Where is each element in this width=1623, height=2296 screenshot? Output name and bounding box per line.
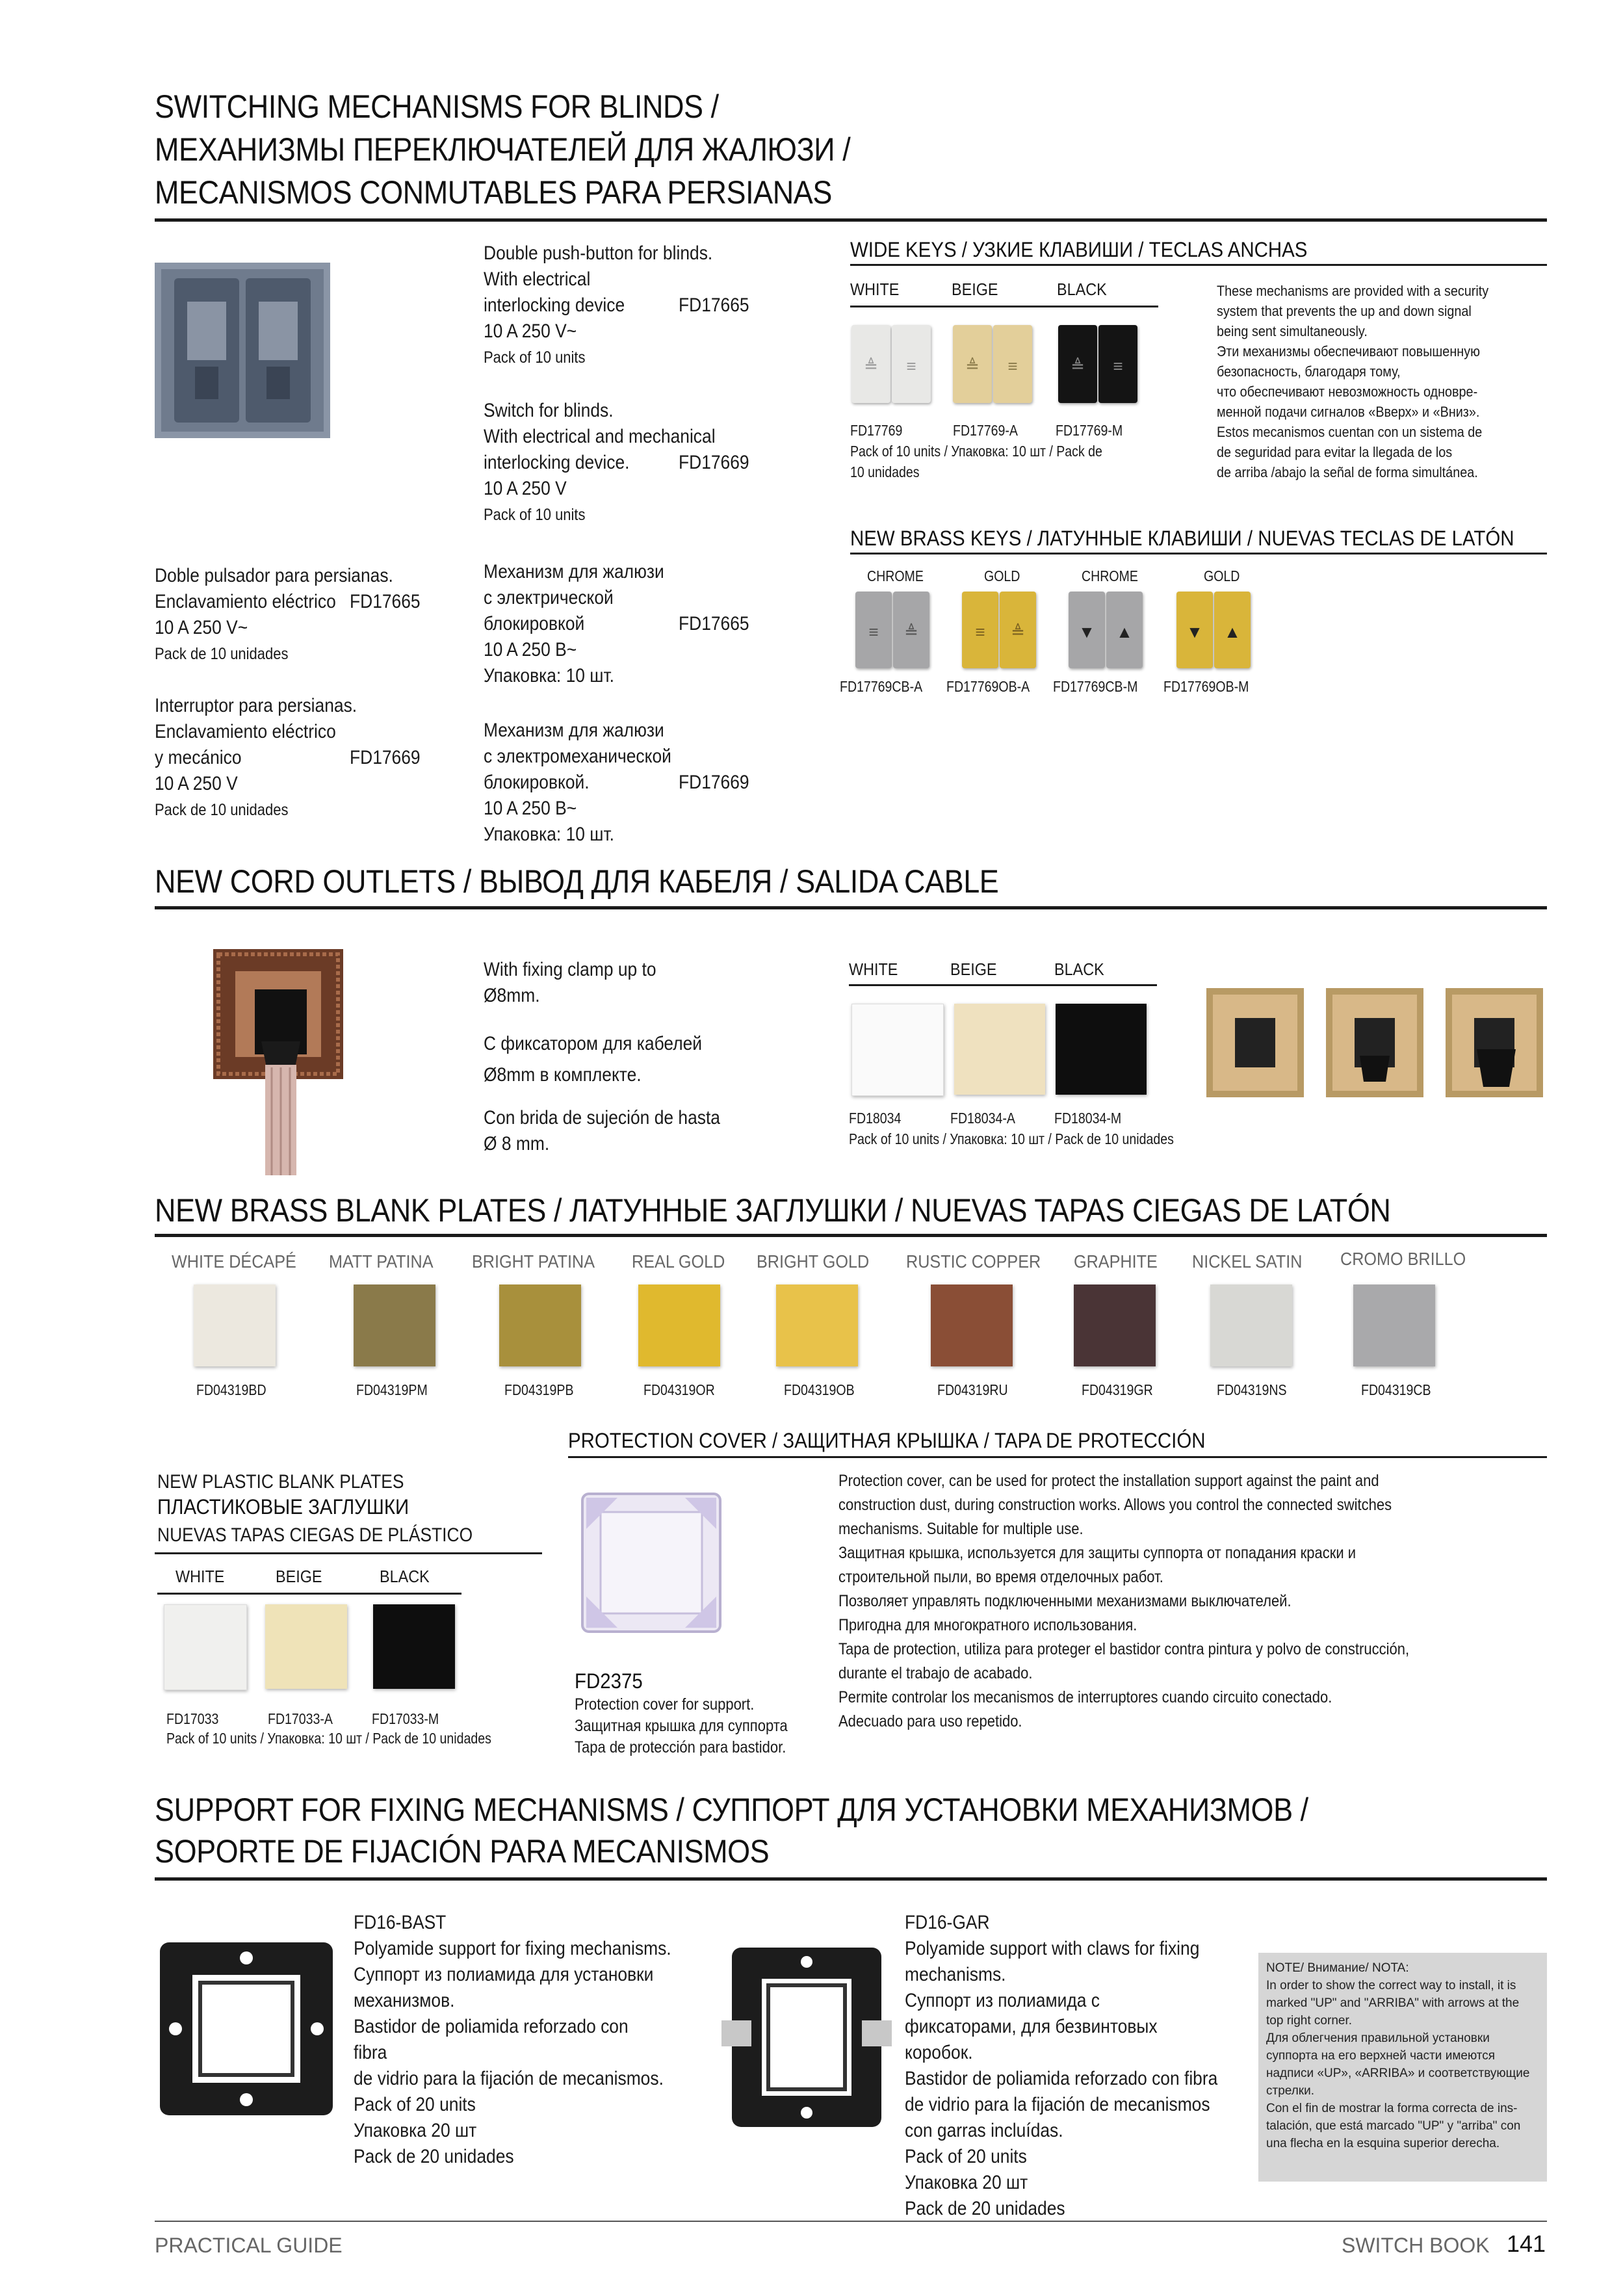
text-line: Позволяет управлять подключенными механизмами выключателей.: [838, 1592, 1292, 1610]
cord-outlet-photo: [209, 944, 347, 1179]
text-line: de vidrio para la fijación de mecanismos.: [354, 2068, 664, 2089]
text-line: con garras incluídas.: [905, 2120, 1063, 2141]
wide-keys-note: [1217, 281, 1519, 482]
blinds-en-block-2: [484, 398, 783, 526]
note-line: стрелки.: [1266, 2084, 1314, 2098]
text-line: Упаковка: 10 шт.: [484, 824, 614, 845]
brass-blank-label: BRIGHT PATINA: [472, 1251, 595, 1272]
note-line: Для облегчения правильной установки: [1266, 2031, 1490, 2045]
text-line: Pack of 20 units: [905, 2146, 1027, 2167]
protection-rule: [568, 1456, 1547, 1458]
note-line: что обеспечивают невозможность одновре-: [1217, 384, 1478, 400]
text-line: durante el trabajo de acabado.: [838, 1664, 1033, 1682]
wide-key-code-black: FD17769-M: [1056, 422, 1123, 439]
product-code: FD17665: [679, 613, 749, 634]
brass-key-label: GOLD: [1204, 567, 1240, 584]
wide-key-black-left: ≜: [1058, 325, 1097, 403]
cord-labels-rule: [849, 984, 1157, 986]
caption-line: Защитная крышка для суппорта: [575, 1717, 788, 1735]
footer-rule: [155, 2221, 1547, 2222]
plastic-blank-black: [373, 1604, 455, 1689]
text-line: Pack of 20 units: [354, 2094, 476, 2115]
wide-key-black-right: ≡: [1098, 325, 1137, 403]
brass-blank-code: FD04319OR: [643, 1381, 715, 1398]
product-code: FD17669: [679, 452, 749, 473]
brass-key-label: CHROME: [1082, 567, 1138, 584]
text-line: de vidrio para la fijación de mecanismos: [905, 2094, 1210, 2115]
wide-keys-label-white: WHITE: [850, 280, 900, 299]
brass-blank-label: REAL GOLD: [632, 1251, 725, 1272]
cord-label-beige: BEIGE: [950, 959, 997, 979]
plastic-blank-pack: Pack of 10 units / Упаковка: 10 шт / Pack de 10 unidades: [166, 1730, 491, 1747]
brass-blank-code: FD04319CB: [1361, 1381, 1431, 1398]
text-line: Bastidor de poliamida reforzado con: [354, 2016, 629, 2037]
text-line: Tapa de protection, utiliza para proteger el bastidor contra pintura y polvo de construcción,: [838, 1640, 1410, 1658]
text-line: с электрической: [484, 587, 614, 608]
text-line: fibra: [354, 2042, 387, 2063]
blinds-ru-block-1: [484, 559, 783, 689]
text-line: With electrical and mechanical: [484, 426, 716, 447]
brass-key-label: GOLD: [984, 567, 1020, 584]
text-line: фиксаторами, для безвинтовых: [905, 2016, 1158, 2037]
brass-keys-rule: [850, 553, 1547, 554]
text-line: Pack of 10 units: [484, 348, 586, 367]
product-code: FD17669: [679, 772, 749, 793]
text-line: Упаковка 20 шт: [905, 2172, 1028, 2193]
text-line: Упаковка 20 шт: [354, 2120, 477, 2141]
note-line: менной подачи сигналов «Вверх» и «Вниз».: [1217, 404, 1480, 420]
brass-keys-header: NEW BRASS KEYS / ЛАТУННЫЕ КЛАВИШИ / NUEVAS TECLAS DE LATÓN: [850, 527, 1514, 550]
brass-blank-label: GRAPHITE: [1074, 1251, 1158, 1272]
brass-key-gold-a-left: ≡: [962, 592, 998, 668]
brass-blank-code: FD04319BD: [196, 1381, 266, 1398]
protection-description: [838, 1470, 1487, 1732]
text-line: с электромеханической: [484, 746, 671, 767]
text-line: Bastidor de poliamida reforzado con fibra: [905, 2068, 1218, 2089]
brass-blank-code: FD04319PB: [504, 1381, 574, 1398]
plastic-blank-title-es: NUEVAS TAPAS CIEGAS DE PLÁSTICO: [157, 1524, 473, 1546]
note-line: Эти механизмы обеспечивают повышенную: [1217, 343, 1480, 359]
plastic-blank-sub-rule: [157, 1593, 461, 1595]
cord-title: NEW CORD OUTLETS / ВЫВОД ДЛЯ КАБЕЛЯ / SALIDA CABLE: [155, 863, 999, 900]
brass-key-code: FD17769CB-M: [1053, 678, 1138, 695]
brass-blank-title-rule: [155, 1234, 1547, 1237]
text-line: 10 A 250 V: [484, 478, 567, 499]
cord-pack: Pack of 10 units / Упаковка: 10 шт / Pack de 10 unidades: [849, 1130, 1174, 1147]
text-line: Суппорт из полиамида для установки: [354, 1964, 654, 1985]
support-title-rule: [155, 1877, 1547, 1881]
protection-caption: [575, 1694, 816, 1758]
text-line: With electrical: [484, 268, 591, 290]
text-line: Double push-button for blinds.: [484, 242, 713, 264]
brass-blank-label: NICKEL SATIN: [1192, 1251, 1303, 1272]
text-line: 10 A 250 B~: [484, 798, 577, 819]
wide-keys-sub-rule: [850, 306, 1158, 307]
plastic-blank-title-en: NEW PLASTIC BLANK PLATES: [157, 1471, 404, 1493]
cord-outlet-black: [1056, 1004, 1147, 1095]
plastic-blank-code: FD17033: [166, 1710, 219, 1727]
brass-blank-matt-patina: [354, 1285, 435, 1366]
brass-key-chrome-a-left: ≡: [855, 592, 892, 668]
wide-keys-pack-2: 10 unidades: [850, 463, 920, 480]
note-line: Con el fin de mostrar la forma correcta de ins-: [1266, 2102, 1518, 2115]
text-line: механизмов.: [354, 1990, 455, 2011]
protection-header: PROTECTION COVER / ЗАЩИТНАЯ КРЫШКА / TAPA DE PROTECCIÓN: [568, 1429, 1206, 1452]
wide-keys-pack: Pack of 10 units / Упаковка: 10 шт / Pack de: [850, 443, 1102, 460]
product-code: FD17665: [350, 591, 421, 612]
cord-code-white: FD18034: [849, 1110, 902, 1127]
brass-blank-code: FD04319NS: [1217, 1381, 1287, 1398]
text-line: Pack de 20 unidades: [905, 2198, 1065, 2219]
text-line: Permite controlar los mecanismos de interruptores cuando circuito conectado.: [838, 1688, 1332, 1706]
brass-key-chrome-m-right: ▲: [1106, 592, 1143, 668]
blinds-title-es: MECANISMOS CONMUTABLES PARA PERSIANAS: [155, 174, 832, 211]
cord-description: [484, 957, 753, 1157]
brass-blank-nickel-satin: [1210, 1285, 1292, 1366]
page-number: 141: [1507, 2230, 1546, 2257]
text-line: interlocking device.: [484, 452, 630, 473]
support-bast-text: [354, 1910, 714, 2170]
caption-line: Tapa de protección para bastidor.: [575, 1738, 786, 1756]
text-line: Pack of 10 units: [484, 506, 586, 524]
protection-code: FD2375: [575, 1669, 643, 1693]
note-line: Estos mecanismos cuentan con un sistema de: [1217, 424, 1483, 440]
support-title-1: SUPPORT FOR FIXING MECHANISMS / СУППОРТ ДЛЯ УСТАНОВКИ МЕХАНИЗМОВ /: [155, 1792, 1308, 1828]
brass-blank-title: NEW BRASS BLANK PLATES / ЛАТУННЫЕ ЗАГЛУШКИ / NUEVAS TAPAS CIEGAS DE LATÓN: [155, 1192, 1391, 1229]
blinds-ru-block-2: [484, 718, 783, 848]
note-line: una flecha en la esquina superior derecha.: [1266, 2137, 1500, 2150]
note-line: These mechanisms are provided with a security: [1217, 283, 1489, 299]
text-line: Суппорт из полиамида с: [905, 1990, 1100, 2011]
cord-outlet-beige: [954, 1004, 1045, 1095]
cord-code-beige: FD18034-A: [950, 1110, 1015, 1127]
brass-blank-code: FD04319RU: [937, 1381, 1008, 1398]
plastic-blank-beige: [265, 1604, 347, 1689]
blinds-title-rule: [155, 218, 1547, 222]
note-line: marked "UP" and "ARRIBA" with arrows at the: [1266, 1996, 1520, 2010]
blinds-es-block-1: [155, 563, 441, 665]
cord-title-rule: [155, 906, 1547, 909]
brass-blank-code: FD04319OB: [784, 1381, 855, 1398]
cord-label-black: BLACK: [1054, 959, 1104, 979]
note-line: надписи «UP», «ARRIBA» и соответствующие: [1266, 2067, 1530, 2080]
note-line: de arriba /abajo la señal de forma simultánea.: [1217, 464, 1478, 480]
blinds-es-block-2: [155, 693, 441, 821]
brass-key-gold-a-right: ≜: [1000, 592, 1036, 668]
brass-key-chrome-a-right: ≜: [893, 592, 929, 668]
text-line: mechanisms. Suitable for multiple use.: [838, 1520, 1084, 1538]
cord-code-black: FD18034-M: [1054, 1110, 1122, 1127]
brass-blank-code: FD04319GR: [1082, 1381, 1153, 1398]
footer-left: PRACTICAL GUIDE: [155, 2234, 343, 2257]
brass-key-chrome-m-left: ▼: [1069, 592, 1105, 668]
text-line: Ø 8 mm.: [484, 1133, 550, 1155]
protection-cover-photo: [578, 1490, 724, 1636]
text-line: Polyamide support with claws for fixing: [905, 1938, 1200, 1959]
plastic-blank-white: [164, 1604, 247, 1690]
text-line: Pack de 20 unidades: [354, 2146, 514, 2167]
plastic-blank-rule: [155, 1552, 542, 1554]
blinds-title-ru: МЕХАНИЗМЫ ПЕРЕКЛЮЧАТЕЛЕЙ ДЛЯ ЖАЛЮЗИ /: [155, 131, 851, 168]
caption-line: Protection cover for support.: [575, 1695, 755, 1714]
wide-keys-label-beige: BEIGE: [952, 280, 998, 299]
brass-blank-white-decape: [194, 1285, 276, 1366]
text-line: Adecuado para uso repetido.: [838, 1712, 1022, 1730]
brass-key-gold-m-right: ▲: [1214, 592, 1251, 668]
brass-blank-cromo-brillo: [1353, 1285, 1435, 1366]
text-line: Защитная крышка, используется для защиты суппорта от попадания краски и: [838, 1544, 1357, 1562]
support-bast-code: FD16-BAST: [354, 1912, 447, 1933]
text-line: Switch for blinds.: [484, 400, 614, 421]
product-code: FD17669: [350, 747, 421, 768]
wide-key-beige-right: ≡: [993, 325, 1032, 403]
brass-blank-label: CROMO BRILLO: [1340, 1249, 1466, 1269]
text-line: коробок.: [905, 2042, 973, 2063]
plastic-blank-label-black: BLACK: [380, 1567, 430, 1586]
product-code: FD17665: [679, 294, 749, 316]
brass-key-gold-m-left: ▼: [1176, 592, 1213, 668]
support-gar-code: FD16-GAR: [905, 1912, 990, 1933]
brass-blank-label: MATT PATINA: [329, 1251, 434, 1272]
brass-key-code: FD17769OB-A: [946, 678, 1030, 695]
wide-key-white-right: ≡: [892, 325, 931, 403]
text-line: Ø8mm в комплекте.: [484, 1064, 642, 1086]
text-line: mechanisms.: [905, 1964, 1006, 1985]
blinds-title-en: SWITCHING MECHANISMS FOR BLINDS /: [155, 88, 719, 125]
text-line: Enclavamiento eléctrico: [155, 721, 336, 742]
text-line: interlocking device: [484, 294, 625, 316]
blinds-en-block-1: [484, 241, 783, 369]
note-line: безопасность, благодаря тому,: [1217, 363, 1401, 380]
wide-key-white-left: ≜: [851, 325, 890, 403]
text-line: Pack de 10 unidades: [155, 645, 289, 663]
support-note-box: [1258, 1953, 1547, 2182]
blinds-mechanism-photo: [155, 263, 330, 438]
note-line: system that prevents the up and down signal: [1217, 303, 1472, 319]
text-line: Protection cover, can be used for protect the installation support against the paint and: [838, 1472, 1379, 1490]
note-line: In order to show the correct way to install, it is: [1266, 1979, 1516, 1992]
text-line: блокировкой: [484, 613, 585, 634]
text-line: блокировкой.: [484, 772, 590, 793]
brass-blank-real-gold: [638, 1285, 720, 1366]
text-line: Pack de 10 unidades: [155, 801, 289, 819]
note-line: being sent simultaneously.: [1217, 323, 1368, 339]
support-bast-photo: [155, 1937, 338, 2120]
text-line: 10 A 250 B~: [484, 639, 577, 660]
text-line: Polyamide support for fixing mechanisms.: [354, 1938, 671, 1959]
note-line: talación, que está marcado "UP" y "arriba" con: [1266, 2119, 1521, 2133]
text-line: Ø8mm.: [484, 985, 540, 1006]
plastic-blank-label-white: WHITE: [175, 1567, 225, 1586]
text-line: Interruptor para persianas.: [155, 695, 357, 716]
text-line: With fixing clamp up to: [484, 959, 656, 980]
wide-keys-label-black: BLACK: [1057, 280, 1107, 299]
text-line: С фиксатором для кабелей: [484, 1033, 703, 1054]
support-gar-photo: [721, 1942, 892, 2132]
wide-keys-rule: [850, 264, 1547, 266]
footer-book-title: SWITCH BOOK: [1342, 2234, 1490, 2257]
plastic-blank-label-beige: BEIGE: [276, 1567, 322, 1586]
plastic-blank-code: FD17033-A: [268, 1710, 333, 1727]
brass-key-code: FD17769CB-A: [840, 678, 923, 695]
cord-outlet-brass-frames-photo: [1204, 984, 1548, 1104]
brass-blank-graphite: [1074, 1285, 1156, 1366]
brass-key-label: CHROME: [867, 567, 924, 584]
text-line: 10 A 250 V: [155, 773, 238, 794]
cord-outlet-white: [851, 1004, 944, 1096]
text-line: 10 A 250 V~: [484, 320, 577, 342]
wide-key-beige-left: ≜: [953, 325, 992, 403]
wide-key-code-white: FD17769: [850, 422, 903, 439]
note-line: de seguridad para evitar la llegada de los: [1217, 444, 1453, 460]
note-line: NOTE/ Внимание/ NOTA:: [1266, 1961, 1409, 1975]
support-title-2: SOPORTE DE FIJACIÓN PARA MECANISMOS: [155, 1833, 770, 1870]
text-line: Механизм для жалюзи: [484, 561, 664, 582]
brass-blank-code: FD04319PM: [356, 1381, 428, 1398]
text-line: Con brida de sujeción de hasta: [484, 1107, 720, 1128]
plastic-blank-title-ru: ПЛАСТИКОВЫЕ ЗАГЛУШКИ: [157, 1495, 409, 1519]
text-line: 10 A 250 V~: [155, 617, 248, 638]
text-line: construction dust, during construction works. Allows you control the connected switches: [838, 1496, 1392, 1514]
brass-blank-bright-gold: [776, 1285, 858, 1366]
wide-key-code-beige: FD17769-A: [953, 422, 1018, 439]
cord-label-white: WHITE: [849, 959, 898, 979]
brass-blank-label: WHITE DÉCAPÉ: [172, 1251, 296, 1272]
plastic-blank-code: FD17033-M: [372, 1710, 439, 1727]
note-line: top right corner.: [1266, 2014, 1353, 2028]
text-line: Enclavamiento eléctrico: [155, 591, 336, 612]
wide-keys-header: WIDE KEYS / УЗКИЕ КЛАВИШИ / TECLAS ANCHAS: [850, 238, 1308, 261]
text-line: Пригодна для многократного использования.: [838, 1616, 1137, 1634]
brass-key-code: FD17769OB-M: [1163, 678, 1249, 695]
brass-blank-bright-patina: [499, 1285, 581, 1366]
brass-blank-label: BRIGHT GOLD: [757, 1251, 870, 1272]
brass-blank-rustic-copper: [931, 1285, 1013, 1366]
text-line: Механизм для жалюзи: [484, 720, 664, 741]
support-gar-text: [905, 1910, 1260, 2222]
text-line: Doble pulsador para persianas.: [155, 565, 393, 586]
text-line: y mecánico: [155, 747, 242, 768]
text-line: строительной пыли, во время отделочных работ.: [838, 1568, 1163, 1586]
text-line: Упаковка: 10 шт.: [484, 665, 614, 686]
note-line: суппорта на его верхней части имеются: [1266, 2049, 1496, 2063]
brass-blank-label: RUSTIC COPPER: [906, 1251, 1041, 1272]
